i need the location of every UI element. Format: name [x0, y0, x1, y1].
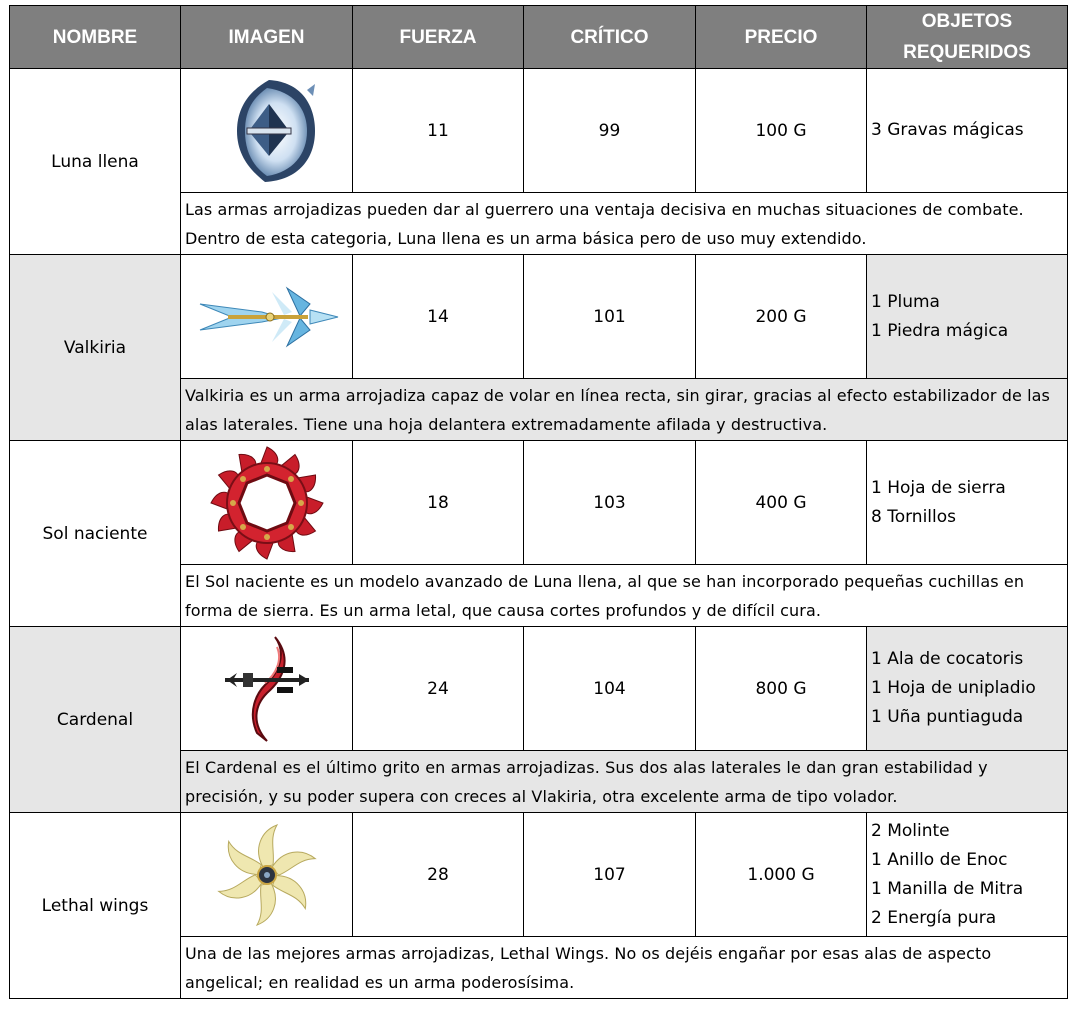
required-item: 1 Manilla de Mitra: [871, 878, 1024, 899]
required-item: 1 Anillo de Enoc: [871, 849, 1008, 870]
item-name: Cardenal: [10, 627, 181, 813]
required-item: 1 Pluma: [871, 291, 940, 312]
header-name: NOMBRE: [10, 6, 181, 69]
item-price: 200 G: [696, 255, 867, 379]
item-required: [867, 69, 1068, 193]
header-required-line2: REQUERIDOS: [903, 42, 1031, 63]
valkyrie-weapon-icon: [181, 282, 352, 352]
header-required: [867, 6, 1068, 69]
weapons-table: [9, 5, 1068, 999]
item-image-cell: [181, 69, 353, 193]
item-critical: 103: [524, 441, 696, 565]
item-name: Luna llena: [10, 69, 181, 255]
required-item: 2 Energía pura: [871, 907, 997, 928]
item-image-cell: [181, 813, 353, 937]
header-required-line1: OBJETOS: [921, 11, 1013, 32]
item-name: Lethal wings: [10, 813, 181, 999]
item-description: El Cardenal es el último grito en armas arrojadizas. Sus dos alas laterales le dan gran estabilidad y precisión, y su poder supera con creces al Vlakiria, otra excelente arma de tipo volador.: [181, 751, 1068, 813]
table-row: [10, 441, 1068, 565]
required-item: 1 Hoja de sierra: [871, 477, 1006, 498]
item-strength: 11: [353, 69, 524, 193]
required-item: 1 Piedra mágica: [871, 320, 1009, 341]
item-required: [867, 441, 1068, 565]
item-image-cell: [181, 441, 353, 565]
item-critical: 104: [524, 627, 696, 751]
table-row: [10, 627, 1068, 751]
item-price: 400 G: [696, 441, 867, 565]
item-required: [867, 627, 1068, 751]
required-item: 8 Tornillos: [871, 506, 957, 527]
lethal-wings-weapon-icon: [181, 819, 352, 931]
header-image: IMAGEN: [181, 6, 353, 69]
header-critical: CRÍTICO: [524, 6, 696, 69]
item-strength: 28: [353, 813, 524, 937]
rising-sun-weapon-icon: [181, 445, 352, 561]
required-item: 1 Uña puntiaguda: [871, 707, 1024, 727]
item-strength: 18: [353, 441, 524, 565]
required-item: 1 Hoja de unipladio: [871, 678, 1036, 698]
required-item: 3 Gravas mágicas: [871, 120, 1024, 140]
item-required: [867, 813, 1068, 937]
header-price: PRECIO: [696, 6, 867, 69]
item-critical: 99: [524, 69, 696, 193]
table-row: [10, 813, 1068, 937]
required-item: 1 Ala de cocatoris: [871, 649, 1024, 669]
cardinal-weapon-icon: [181, 633, 352, 745]
item-critical: 101: [524, 255, 696, 379]
item-critical: 107: [524, 813, 696, 937]
item-name: Valkiria: [10, 255, 181, 441]
item-description: Valkiria es un arma arrojadiza capaz de volar en línea recta, sin girar, gracias al efecto estabilizador de las alas laterales. Tiene una hoja delantera extremadamente afilada y destructiva.: [181, 379, 1068, 441]
full-moon-weapon-icon: [181, 76, 352, 186]
item-price: 800 G: [696, 627, 867, 751]
item-description: El Sol naciente es un modelo avanzado de Luna llena, al que se han incorporado pequeñas cuchillas en forma de sierra. Es un arma letal, que causa cortes profundos y de difícil cura.: [181, 565, 1068, 627]
table-row: [10, 69, 1068, 193]
header-row: [10, 6, 1068, 69]
item-name: Sol naciente: [10, 441, 181, 627]
item-description: Una de las mejores armas arrojadizas, Lethal Wings. No os dejéis engañar por esas alas de aspecto angelical; en realidad es un arma poderosísima.: [181, 937, 1068, 999]
item-strength: 24: [353, 627, 524, 751]
item-image-cell: [181, 255, 353, 379]
item-price: 1.000 G: [696, 813, 867, 937]
item-description: Las armas arrojadizas pueden dar al guerrero una ventaja decisiva en muchas situaciones de combate. Dentro de esta categoria, Luna llena es un arma básica pero de uso muy extendido.: [181, 193, 1068, 255]
required-item: 2 Molinte: [871, 820, 950, 841]
item-price: 100 G: [696, 69, 867, 193]
item-required: [867, 255, 1068, 379]
item-image-cell: [181, 627, 353, 751]
table-row: [10, 255, 1068, 379]
item-strength: 14: [353, 255, 524, 379]
header-strength: FUERZA: [353, 6, 524, 69]
